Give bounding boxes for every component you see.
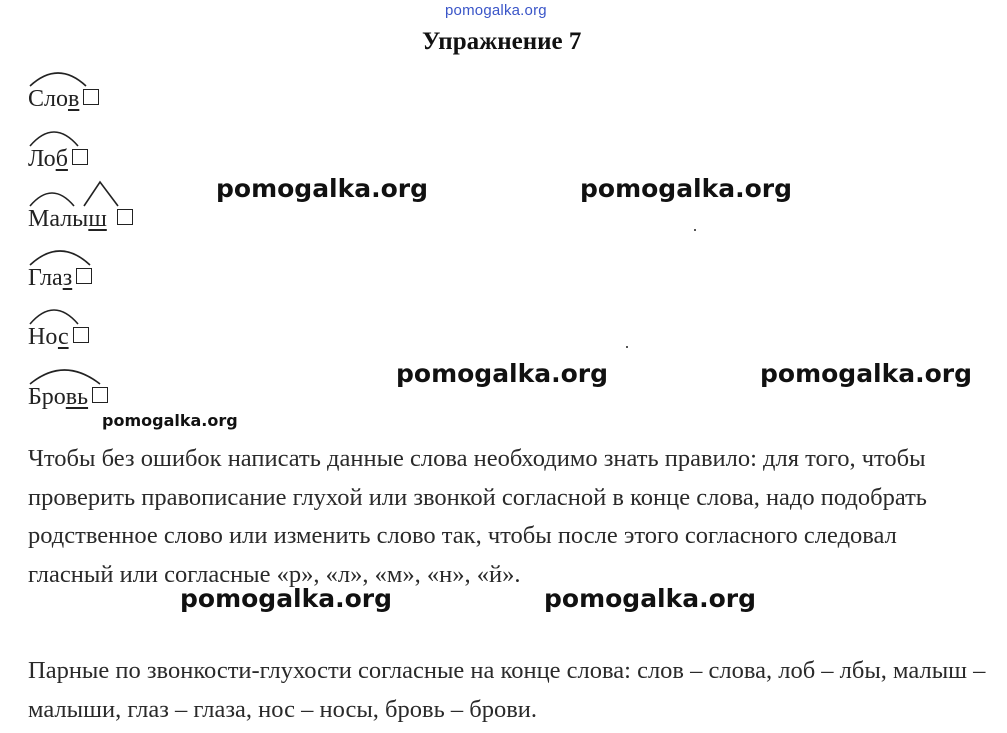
watermark: pomogalka.org xyxy=(396,359,609,388)
null-ending-box xyxy=(83,89,99,105)
watermark: pomogalka.org xyxy=(180,584,393,613)
null-ending-box xyxy=(73,327,89,343)
word-ending: с xyxy=(57,324,69,350)
word-ending: з xyxy=(62,265,73,291)
word-root: Но xyxy=(28,324,58,350)
watermark: pomogalka.org xyxy=(580,174,793,203)
null-ending-box xyxy=(92,387,108,403)
null-ending-box xyxy=(72,149,88,165)
null-ending-box xyxy=(117,209,133,225)
site-header-link[interactable]: pomogalka.org xyxy=(445,2,547,19)
word-ending: вь xyxy=(65,384,89,410)
word-root: Ло xyxy=(28,146,56,172)
watermark: pomogalka.org xyxy=(102,411,238,430)
scan-speck xyxy=(626,346,628,348)
word-root: Малы xyxy=(28,206,89,232)
word-ending: в xyxy=(67,86,80,112)
suffix-caret-icon xyxy=(84,182,118,206)
word-ending: б xyxy=(55,146,68,172)
watermark: pomogalka.org xyxy=(544,584,757,613)
watermark: pomogalka.org xyxy=(760,359,973,388)
word-ending: ш xyxy=(88,206,107,232)
pairs-paragraph: Парные по звонкости-глухости согласные на конце слова: слов – слова, лоб – лбы, малыш – малыши, глаз – глаза, нос – носы, бровь – брови. xyxy=(28,657,986,723)
rule-paragraph: Чтобы без ошибок написать данные слова необходимо знать правило: для того, чтобы проверить правописание глухой или звонкой согласной в конце слова, надо подобрать родственное слово или изменить слово так, чтобы после этого согласного следовал гласный или согласные «р», «л», «м», «н», «й». xyxy=(28,445,927,588)
null-ending-box xyxy=(76,268,92,284)
word-root: Бро xyxy=(28,384,66,410)
word-root: Сло xyxy=(28,86,68,112)
scan-speck xyxy=(694,229,696,231)
exercise-title: Упражнение 7 xyxy=(422,28,582,55)
watermark: pomogalka.org xyxy=(216,174,429,203)
word-root: Гла xyxy=(28,265,63,291)
